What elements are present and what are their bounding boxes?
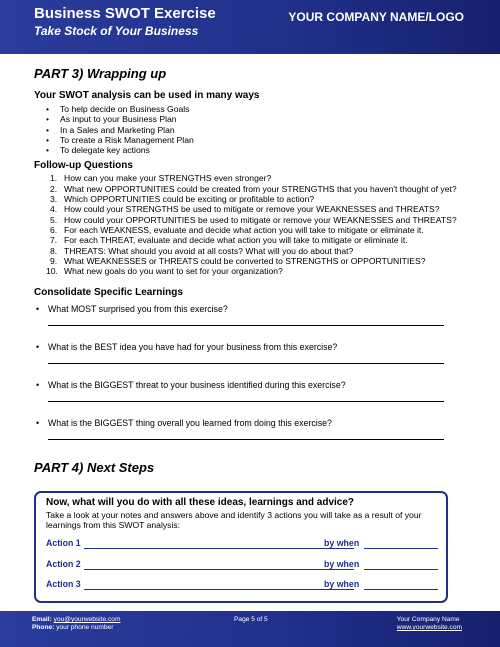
list-item: • To delegate key actions	[60, 145, 468, 155]
action-input-line[interactable]	[84, 589, 354, 590]
action-row-3	[46, 579, 441, 591]
learning-question-1	[34, 304, 468, 326]
answer-line[interactable]	[48, 325, 444, 326]
answer-line[interactable]	[48, 401, 444, 402]
footer-contact	[32, 616, 120, 632]
list-item: • To create a Risk Management Plan	[60, 135, 468, 145]
answer-line[interactable]	[48, 363, 444, 364]
company-logo-text: YOUR COMPANY NAME/LOGO	[288, 10, 464, 24]
website-link[interactable]: www.yourwebsite.com	[396, 624, 462, 631]
question-text: • What MOST surprised you from this exercise?	[34, 304, 468, 314]
action-row-2	[46, 559, 441, 571]
action-row-1	[46, 538, 441, 550]
list-item: • In a Sales and Marketing Plan	[60, 125, 468, 135]
list-item: 2. What new OPPORTUNITIES could be created from your STRENGTHS that you haven't thought of yet?	[50, 183, 457, 194]
list-item: 6. For each WEAKNESS, evaluate and decide what action you will take to mitigate or eliminate it.	[50, 224, 424, 235]
phone-label: Phone:	[32, 624, 55, 631]
question-text: • What is the BIGGEST thing overall you learned from doing this exercise?	[34, 418, 468, 428]
when-input-line[interactable]	[364, 548, 438, 549]
when-input-line[interactable]	[364, 589, 438, 590]
action-input-line[interactable]	[84, 548, 354, 549]
list-item: 10. What new goals do you want to set for your organization?	[46, 266, 283, 277]
phone-value: your phone number	[56, 624, 114, 631]
next-steps-instructions: Take a look at your notes and answers above and identify 3 actions you will take as a result of your learnings from this SWOT analysis:	[46, 510, 422, 531]
when-label: by when	[324, 538, 360, 548]
when-label: by when	[324, 559, 360, 569]
list-item: 9. What WEAKNESSES or THREATS could be converted to STRENGTHS or OPPORTUNITIES?	[50, 255, 426, 266]
answer-line[interactable]	[48, 439, 444, 440]
action-label: Action 2	[46, 559, 81, 569]
page-header	[0, 0, 500, 54]
next-steps-box	[34, 491, 448, 603]
email-link[interactable]: you@yourwebsite.com	[53, 616, 121, 623]
uses-heading: Your SWOT analysis can be used in many ways	[34, 90, 260, 101]
document-subtitle: Take Stock of Your Business	[34, 24, 199, 38]
list-item: 4. How could your STRENGTHS be used to mitigate or remove your WEAKNESSES and THREATS?	[50, 204, 440, 215]
action-label: Action 3	[46, 579, 81, 589]
learnings-heading: Consolidate Specific Learnings	[34, 287, 183, 299]
part4-heading: PART 4) Next Steps	[34, 460, 155, 476]
document-title: Business SWOT Exercise	[34, 5, 216, 22]
action-input-line[interactable]	[84, 569, 354, 570]
list-item: • As input to your Business Plan	[60, 114, 468, 124]
part3-heading: PART 3) Wrapping up	[34, 66, 167, 81]
list-item: 1. How can you make your STRENGTHS even stronger?	[50, 173, 272, 184]
list-item: 8. THREATS: What should you avoid at all costs? What will you do about that?	[50, 245, 354, 256]
learning-question-3	[34, 380, 468, 402]
question-text: • What is the BEST idea you have had for your business from this exercise?	[34, 342, 468, 352]
email-label: Email:	[32, 616, 52, 623]
uses-list	[34, 104, 468, 155]
main-content	[34, 66, 468, 475]
question-text: • What is the BIGGEST threat to your business identified during this exercise?	[34, 380, 468, 390]
when-label: by when	[324, 579, 360, 589]
action-label: Action 1	[46, 538, 81, 548]
list-item: • To help decide on Business Goals	[60, 104, 468, 114]
footer-company	[397, 616, 462, 632]
followup-list	[34, 173, 468, 276]
next-steps-heading: Now, what will you do with all these ideas, learnings and advice?	[46, 497, 355, 508]
company-name: Your Company Name	[396, 616, 460, 623]
list-item: 3. Which OPPORTUNITIES could be exciting or profitable to action?	[50, 194, 315, 205]
followup-heading: Follow-up Questions	[34, 160, 133, 172]
list-item: 5. How could your OPPORTUNITIES be used to mitigate or remove your WEAKNESSES and THREATS?	[50, 214, 457, 225]
learning-question-4	[34, 418, 468, 440]
list-item: 7. For each THREAT, evaluate and decide what action you will take to mitigate or eliminate it.	[50, 235, 408, 246]
when-input-line[interactable]	[364, 569, 438, 570]
page-footer	[0, 611, 500, 647]
learning-question-2	[34, 342, 468, 364]
page-number: Page 5 of 5	[234, 616, 268, 623]
